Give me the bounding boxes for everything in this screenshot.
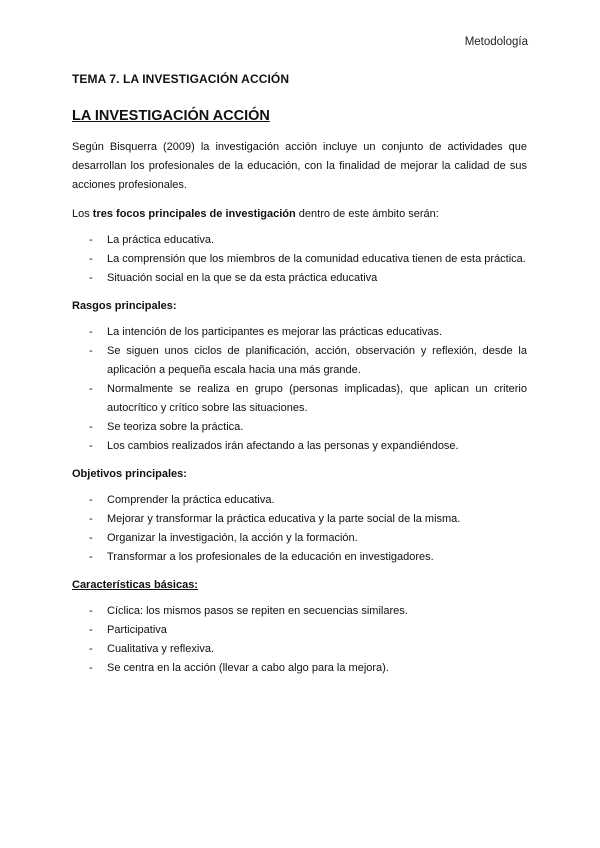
rasgos-heading: Rasgos principales: xyxy=(72,300,177,312)
list-item xyxy=(72,323,527,342)
list-item xyxy=(72,621,527,640)
list-item-text: Cíclica: los mismos pasos se repiten en secuencias similares. xyxy=(107,605,408,617)
dash-bullet: - xyxy=(89,326,93,338)
dash-bullet: - xyxy=(89,234,93,246)
list-item xyxy=(72,510,527,529)
focos-pre: Los xyxy=(72,208,93,220)
dash-bullet: - xyxy=(89,440,93,452)
focos-bold: tres focos principales de investigación xyxy=(92,208,296,220)
list-item xyxy=(72,250,527,269)
list-item-text: Situación social en la que se da esta práctica educativa xyxy=(107,272,378,284)
dash-bullet: - xyxy=(89,345,93,357)
objetivos-heading: Objetivos principales: xyxy=(72,468,187,480)
list-item xyxy=(72,437,527,456)
list-item-text: Participativa xyxy=(107,624,167,636)
list-item xyxy=(72,659,527,678)
dash-bullet: - xyxy=(89,643,93,655)
list-item-text: Transformar a los profesionales de la educación en investigadores. xyxy=(107,551,434,563)
list-item xyxy=(72,548,527,567)
dash-bullet: - xyxy=(89,513,93,525)
list-item-text: Se teoriza sobre la práctica. xyxy=(107,421,244,433)
list-item-text: Mejorar y transformar la práctica educativa y la parte social de la misma. xyxy=(107,513,461,525)
list-item-text: Cualitativa y reflexiva. xyxy=(107,643,214,655)
list-item xyxy=(72,602,527,621)
dash-bullet: - xyxy=(89,494,93,506)
list-item-text: Se centra en la acción (llevar a cabo algo para la mejora). xyxy=(107,662,389,674)
objetivos-list xyxy=(72,491,527,567)
list-item xyxy=(72,640,527,659)
list-item-text: La práctica educativa. xyxy=(107,234,215,246)
list-item xyxy=(72,418,527,437)
caracteristicas-list xyxy=(72,602,527,678)
dash-bullet: - xyxy=(89,624,93,636)
list-item-text: La intención de los participantes es mejorar las prácticas educativas. xyxy=(107,326,443,338)
caracteristicas-heading: Características básicas: xyxy=(72,579,198,591)
list-item xyxy=(72,380,527,418)
chapter-title: TEMA 7. LA INVESTIGACIÓN ACCIÓN xyxy=(72,72,290,86)
list-item-text: La comprensión que los miembros de la comunidad educativa tienen de esta práctica. xyxy=(107,253,526,265)
document-body xyxy=(72,138,527,687)
focos-post: dentro de este ámbito serán: xyxy=(295,208,439,220)
dash-bullet: - xyxy=(89,272,93,284)
intro-paragraph: Según Bisquerra (2009) la investigación acción incluye un conjunto de actividades que desarrollan los profesionales de la educación, con la finalidad de mejorar la calidad de sus acciones profesionales. xyxy=(72,141,527,191)
dash-bullet: - xyxy=(89,551,93,563)
list-item xyxy=(72,231,527,250)
list-item xyxy=(72,269,527,288)
list-item-text: Los cambios realizados irán afectando a las personas y expandiéndose. xyxy=(107,440,459,452)
dash-bullet: - xyxy=(89,605,93,617)
list-item xyxy=(72,491,527,510)
dash-bullet: - xyxy=(89,662,93,674)
list-item-text: Comprender la práctica educativa. xyxy=(107,494,275,506)
rasgos-list xyxy=(72,323,527,456)
running-header: Metodología xyxy=(464,36,528,48)
dash-bullet: - xyxy=(89,421,93,433)
list-item xyxy=(72,529,527,548)
dash-bullet: - xyxy=(89,383,93,395)
focos-list xyxy=(72,231,527,288)
focos-intro xyxy=(72,205,527,224)
list-item-text: Se siguen unos ciclos de planificación, acción, observación y reflexión, desde la aplicación a pequeña escala hacia una más grande. xyxy=(107,345,527,376)
list-item-text: Normalmente se realiza en grupo (personas implicadas), que aplican un criterio autocrítico y crítico sobre las situaciones. xyxy=(107,383,527,414)
dash-bullet: - xyxy=(89,532,93,544)
list-item xyxy=(72,342,527,380)
dash-bullet: - xyxy=(89,253,93,265)
section-title: LA INVESTIGACIÓN ACCIÓN xyxy=(72,108,270,124)
list-item-text: Organizar la investigación, la acción y la formación. xyxy=(107,532,358,544)
